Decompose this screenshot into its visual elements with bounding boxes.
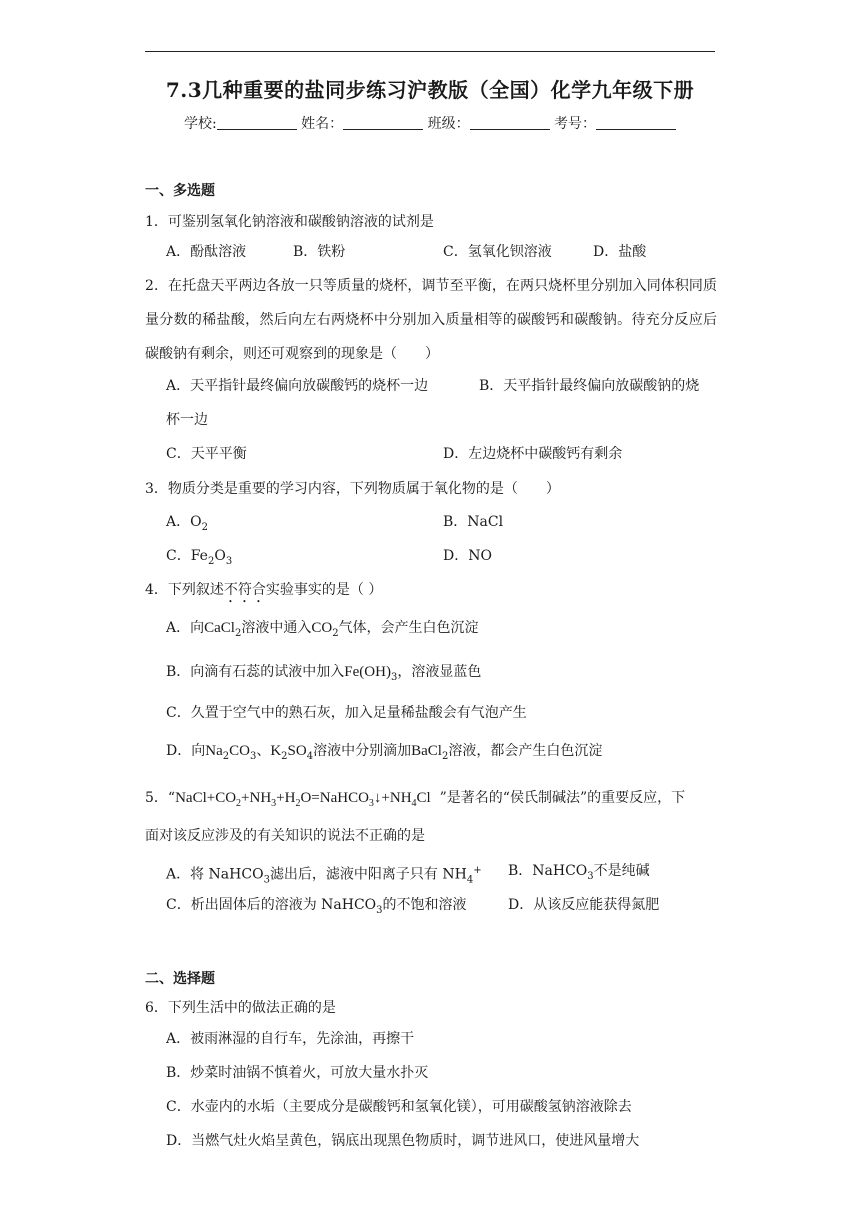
q4-a-3: 2 <box>234 627 242 639</box>
q6-option-a: A．被雨淋湿的自行车，先涂油，再擦干 <box>166 1031 415 1047</box>
name-blank <box>343 115 423 130</box>
q4-option-c: C．久置于空气中的熟石灰，加入足量稀盐酸会有气泡产生 <box>166 705 527 721</box>
q5-eq-4: O=NaHCO <box>300 790 369 806</box>
q5-eq-s4: 3 <box>368 798 374 809</box>
q3-c-text2: O <box>214 548 226 564</box>
q5-a-2: 3 <box>263 874 270 886</box>
q5-c-1: C．析出固体后的溶液为 NaHCO <box>166 897 377 913</box>
q5-eq-s2: 3 <box>271 798 277 809</box>
q2-option-b-continued: 杯一边 <box>166 412 208 428</box>
q5-eq-s3: 2 <box>295 798 301 809</box>
question-2-stem: 2．在托盘天平两边各放一只等质量的烧杯，调节至平衡，在两只烧杯里分别加入同体积同质量分数的稀盐酸，然后向左右两烧杯中分别加入质量相等的碳酸钙和碳酸钠。待充分反应后碳酸钠有剩余，则还可观察到的现象是（ ） <box>145 278 717 362</box>
section-heading-single: 二、选择题 <box>145 971 215 987</box>
q4-option-b <box>166 662 481 688</box>
q4-stem-pre: 4．下列叙述 <box>145 582 224 598</box>
q3-option-b: B．NaCl <box>443 514 504 530</box>
q4-a-6: 2 <box>332 627 339 639</box>
question-3-stem: 3．物质分类是重要的学习内容，下列物质属于氧化物的是（ ） <box>145 481 560 497</box>
q1-option-d: D．盐酸 <box>593 244 647 260</box>
student-info-line <box>0 113 860 133</box>
q5-eq-s5: 4 <box>411 798 417 809</box>
q4-d-10: 4 <box>306 750 314 762</box>
school-blank <box>217 115 297 130</box>
q2-option-d: D．左边烧杯中碳酸钙有剩余 <box>443 446 623 462</box>
q5-c-3: 的不饱和溶液 <box>382 897 467 913</box>
q4-stem-emphasis: 不符合 <box>223 582 266 598</box>
q5-b-1: B．NaHCO <box>508 863 588 879</box>
q5-a-4: 4 <box>466 874 474 886</box>
q5-stem-close: ”是著名的“侯氏制碱法”的重要反应，下 <box>439 790 686 806</box>
q1-option-a: A．酚酞溶液 <box>166 244 247 260</box>
q4-b-4: ，溶液显蓝色 <box>397 664 482 680</box>
q3-option-d: D．NO <box>443 548 492 564</box>
q4-d-3: 2 <box>222 750 230 762</box>
q6-option-b: B．炒菜时油锅不慎着火，可放大量水扑灭 <box>166 1065 429 1081</box>
question-5-stem-line2: 面对该反应涉及的有关知识的说法不正确的是 <box>145 828 425 844</box>
q5-eq-s1: 2 <box>236 798 242 809</box>
q5-eq-6: Cl <box>416 790 431 806</box>
q2-option-a: A．天平指针最终偏向放碳酸钙的烧杯一边 <box>166 378 429 394</box>
q4-option-d <box>166 741 602 767</box>
q4-d-4: CO <box>229 743 250 759</box>
q4-d-14: 溶液，都会产生白色沉淀 <box>448 743 603 759</box>
q5-b-2: 3 <box>587 870 594 882</box>
q5-eq-3: +H <box>276 790 296 806</box>
q5-option-d: D．从该反应能获得氮肥 <box>508 897 660 913</box>
q3-a-text: A．O <box>166 514 202 530</box>
q4-d-2: Na <box>205 743 223 759</box>
q5-a-1: A．将 NaHCO <box>166 866 264 883</box>
question-4-stem <box>145 573 717 607</box>
q2-option-c: C．天平平衡 <box>166 446 247 462</box>
top-rule <box>145 51 715 52</box>
q4-d-7: K <box>270 743 282 759</box>
q3-a-sub: 2 <box>201 521 208 533</box>
q5-stem-open: 5．“ <box>145 790 176 806</box>
q4-b-2: Fe(OH) <box>344 664 391 680</box>
q4-b-1: B．向滴有石蕊的试液中加入 <box>166 664 345 680</box>
q1-option-b: B．铁粉 <box>293 244 346 260</box>
class-blank <box>470 115 550 130</box>
page-title: 7.3几种重要的盐同步练习沪教版（全国）化学九年级下册 <box>165 78 695 102</box>
q5-option-c <box>166 895 467 921</box>
q5-a-3: 滤出后，滤液中阳离子只有 NH <box>269 866 467 883</box>
q5-eq-1: NaCl+CO <box>175 790 237 806</box>
q4-a-2: CaCl <box>204 620 235 636</box>
q4-a-4: 溶液中通入 <box>241 620 312 636</box>
q5-b-3: 不是纯碱 <box>593 863 650 879</box>
question-1-stem: 1．可鉴别氢氧化钠溶液和碳酸钠溶液的试剂是 <box>145 214 434 230</box>
exam-number-blank <box>596 115 676 130</box>
q3-c-sub1: 2 <box>207 555 215 567</box>
q2-option-b: B．天平指针最终偏向放碳酸钠的烧 <box>479 378 700 394</box>
q5-c-2: 3 <box>376 904 383 916</box>
q4-d-12: BaCl <box>411 743 442 759</box>
q4-b-3: 3 <box>390 671 398 683</box>
q3-c-text1: C．Fe <box>166 548 208 564</box>
q4-d-8: 2 <box>281 750 288 762</box>
name-label: 姓名： <box>301 116 344 132</box>
q4-a-7: 气体，会产生白色沉淀 <box>338 620 479 636</box>
q1-option-c: C．氢氧化钡溶液 <box>443 244 552 260</box>
q5-a-5: + <box>473 865 482 876</box>
q4-d-5: 3 <box>249 750 257 762</box>
q5-equation <box>175 790 431 809</box>
q4-a-5: CO <box>311 620 333 636</box>
q5-eq-2: +NH <box>241 790 272 806</box>
section-heading-multi: 一、多选题 <box>145 183 215 199</box>
q4-d-9: SO <box>287 743 307 759</box>
q4-option-a <box>166 618 479 644</box>
question-6-stem: 6．下列生活中的做法正确的是 <box>145 1000 336 1016</box>
school-label: 学校: <box>183 116 217 132</box>
q4-stem-post: 实验事实的是（ ） <box>265 582 383 598</box>
q3-option-c <box>166 546 232 572</box>
q5-eq-5: ↓+NH <box>373 790 412 806</box>
q5-option-a <box>166 861 482 890</box>
q4-d-6: 、 <box>256 743 271 759</box>
class-label: 班级： <box>427 116 470 132</box>
q6-option-d: D．当燃气灶火焰呈黄色，锅底出现黑色物质时，调节进风口，使进风量增大 <box>166 1133 640 1149</box>
q3-option-a <box>166 512 208 538</box>
q4-d-11: 溶液中分别滴加 <box>313 743 412 759</box>
q6-option-c: C．水壶内的水垢（主要成分是碳酸钙和氢氧化镁），可用碳酸氢钠溶液除去 <box>166 1099 632 1115</box>
q4-a-1: A．向 <box>166 620 205 636</box>
q4-d-13: 2 <box>441 750 449 762</box>
exam-number-label: 考号： <box>554 116 597 132</box>
question-5-stem-line1 <box>145 788 685 814</box>
q5-option-b <box>508 861 650 887</box>
q4-d-1: D．向 <box>166 743 206 759</box>
q3-c-sub2: 3 <box>225 555 233 567</box>
